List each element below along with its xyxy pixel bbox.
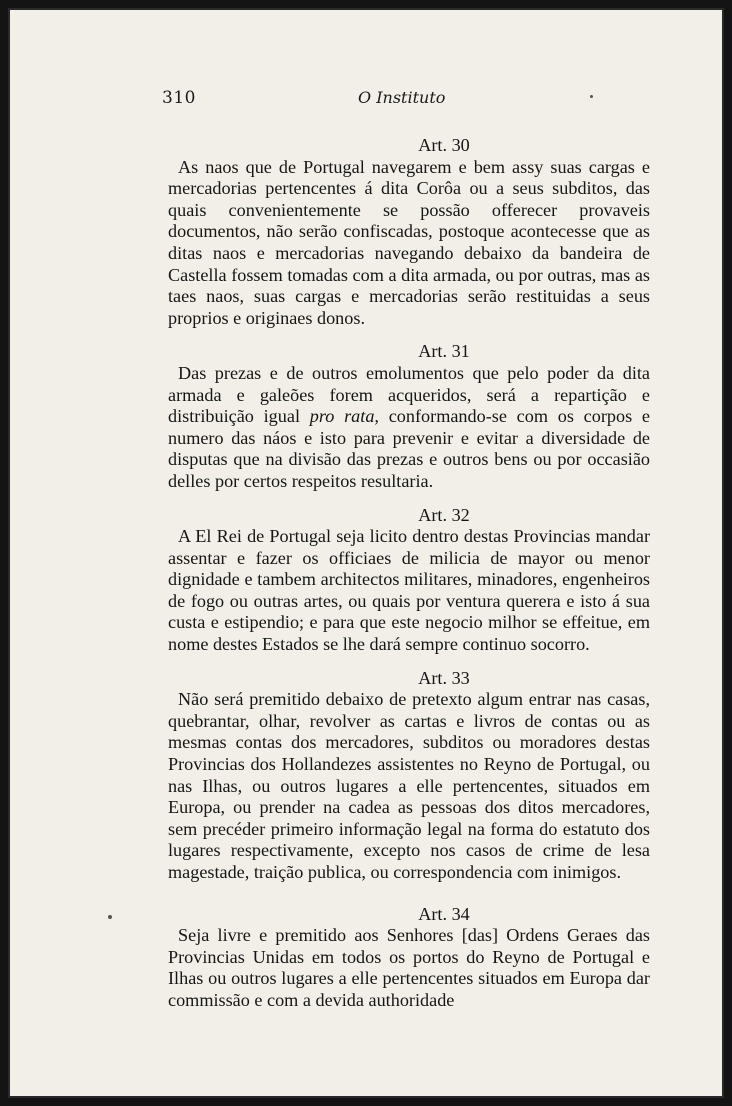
article-34: [168, 904, 650, 1012]
article-heading: Art. 32: [418, 504, 470, 525]
article-text: As naos que de Portugal navegarem e bem assy suas cargas e mercadorias pertencentes á dita Corôa ou a seus subditos, das quais convenientemente se possão offerecer provaveis documentos, não serão confiscadas, postoque acontecesse que as ditas naos e mercadorias navegando debaixo da bandeira de Castella fossem tomadas com a dita armada, ou por outras, mas as taes naos, suas cargas e mercadorias serão restituidas a seus proprios e originaes donos.: [168, 156, 650, 328]
article-32: [168, 505, 650, 656]
article-heading: Art. 33: [418, 667, 470, 688]
article-heading: Art. 31: [418, 341, 470, 362]
running-title: O Instituto: [358, 88, 446, 107]
article-text-part: conformando-se com os corpos e numero das náos e isto para prevenir e evitar a diversidade de disputas que na divisão das prezas e outros bens ou por occasião delles por certos respeitos resultaria.: [168, 406, 650, 491]
page-body: [168, 135, 650, 1012]
article-text: Seja livre e premitido aos Senhores [das] Ordens Geraes das Provincias Unidas em todos os portos do Reyno de Portugal e Ilhas ou outros lugares a elle pertencentes situados em Europa dar commissão e com a devida authoridade: [168, 925, 650, 1010]
page-number: 310: [162, 88, 196, 108]
page-header: [162, 88, 640, 112]
article-31: [168, 341, 650, 492]
article-text: A El Rei de Portugal seja licito dentro destas Provincias mandar assentar e fazer os officiaes de milicia de mayor ou menor dignidade e tambem architectos militares, minadores, engenheiros de fogo ou outras artes, ou quais por ventura querera e isto á sua custa e estipendio; e para que este negocio milhor se effeitue, em nome destes Estados se lhe dará sempre continuo socorro.: [168, 526, 650, 655]
article-text-italic: pro rata,: [309, 406, 379, 427]
article-33: [168, 668, 650, 884]
article-30: [168, 135, 650, 329]
article-text-part: Das prezas e de outros emolumentos que pelo poder da dita armada e galeões forem acqueridos, será a repartição e distribuição igual: [168, 362, 650, 427]
article-heading: Art. 34: [418, 903, 470, 924]
book-page: [8, 8, 724, 1098]
article-heading: Art. 30: [418, 135, 470, 155]
paper-speck: [108, 915, 112, 919]
article-text: [168, 363, 650, 493]
paper-speck: [590, 95, 593, 98]
article-text: Não será premitido debaixo de pretexto algum entrar nas casas, quebrantar, olhar, revolver as cartas e livros de contas ou as mesmas contas dos mercadores, subditos ou moradores destas Provincias dos Hollandezes assistentes no Reyno de Portugal, ou nas Ilhas, ou outros lugares a elle pertencentes, situados em Europa, ou prender na cadea as pessoas dos ditos mercadores, sem precéder primeiro informação legal na forma do estatuto dos lugares respectivamente, excepto nos casos de crime de lesa magestade, traição publica, ou correspondencia com inimigos.: [168, 689, 650, 882]
